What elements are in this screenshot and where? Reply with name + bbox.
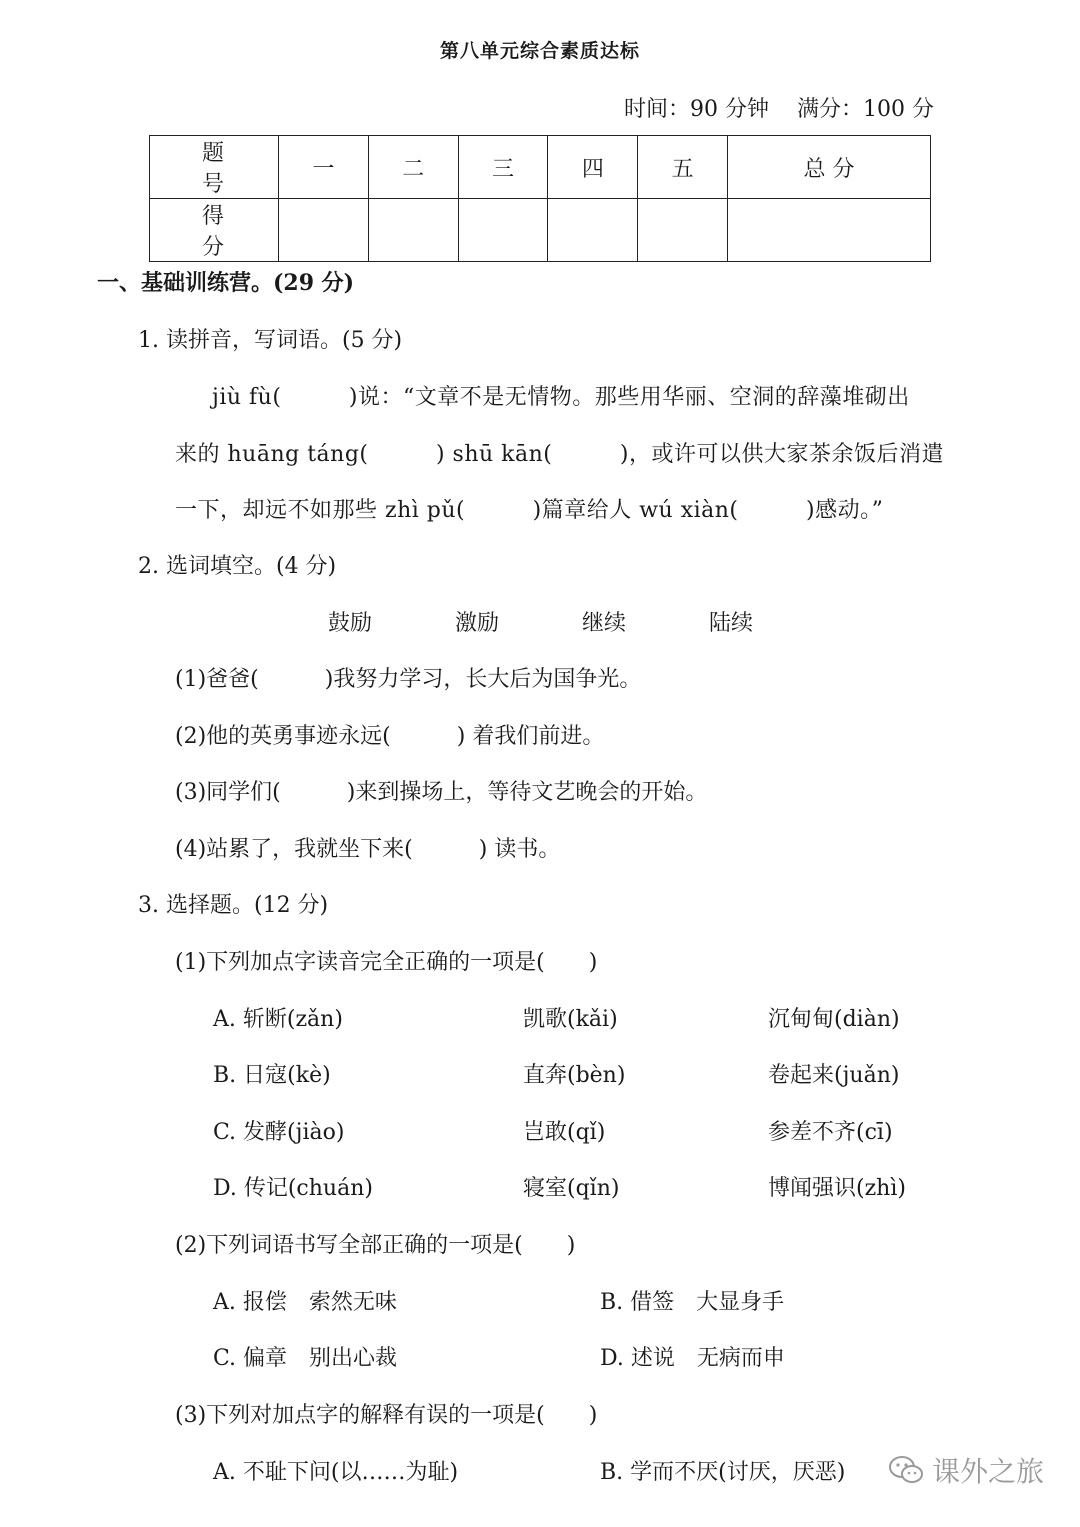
table-cell: 四 bbox=[548, 136, 638, 199]
option-cell: 凯歌(kǎi) bbox=[523, 1007, 618, 1032]
time-limit: 时间：90 分钟 bbox=[624, 97, 769, 122]
time-info bbox=[624, 92, 934, 123]
score-cell[interactable] bbox=[368, 199, 458, 262]
option-cell: 沉甸甸(diàn) bbox=[768, 1007, 900, 1032]
option-b-3: B. 学而不厌(讨厌，厌恶) bbox=[600, 1460, 846, 1485]
option-a-3: A. 不耻下问(以……为耻) bbox=[213, 1460, 459, 1485]
table-cell: 三 bbox=[458, 136, 548, 199]
watermark bbox=[888, 1450, 1044, 1490]
word-choice: 陆续 bbox=[709, 611, 754, 636]
table-cell: 二 bbox=[368, 136, 458, 199]
fill-item: (3)同学们( )来到操场上，等待文艺晚会的开始。 bbox=[175, 780, 708, 805]
fill-item: (4)站累了，我就坐下来( ) 读书。 bbox=[175, 837, 561, 862]
option-cell: 岂敢(qǐ) bbox=[523, 1120, 606, 1145]
score-cell[interactable] bbox=[638, 199, 728, 262]
paragraph-line: jiù fù( )说：“文章不是无情物。那些用华丽、空洞的辞藻堆砌出 bbox=[212, 385, 910, 410]
option-cell: 寝室(qǐn) bbox=[523, 1176, 620, 1201]
score-cell[interactable] bbox=[279, 199, 369, 262]
table-cell: 题 号 bbox=[150, 136, 279, 199]
table-cell: 得 分 bbox=[150, 199, 279, 262]
sub-question-stem: (2)下列词语书写全部正确的一项是( ) bbox=[175, 1233, 576, 1258]
table-cell: 五 bbox=[638, 136, 728, 199]
option-c-2: C. 偏章 别出心裁 bbox=[213, 1346, 398, 1371]
option-c-1: C. 发酵(jiào) bbox=[213, 1120, 345, 1145]
fill-item: (2)他的英勇事迹永远( ) 着我们前进。 bbox=[175, 724, 605, 749]
paragraph-line: 来的 huāng táng( ) shū kān( )，或许可以供大家茶余饭后消遣 bbox=[175, 442, 944, 467]
sub-question-stem: (1)下列加点字读音完全正确的一项是( ) bbox=[175, 950, 598, 975]
word-choices bbox=[328, 606, 836, 637]
option-d-1: D. 传记(chuán) bbox=[213, 1176, 373, 1201]
score-table bbox=[149, 135, 931, 262]
option-a-1: A. 斩断(zǎn) bbox=[213, 1007, 343, 1032]
word-choice: 继续 bbox=[582, 611, 627, 636]
option-cell: 博闻强识(zhì) bbox=[768, 1176, 906, 1201]
word-choice: 鼓励 bbox=[328, 611, 373, 636]
option-cell: 参差不齐(cī) bbox=[768, 1120, 893, 1145]
table-cell: 总 分 bbox=[728, 136, 931, 199]
table-cell: 一 bbox=[279, 136, 369, 199]
score-cell[interactable] bbox=[728, 199, 931, 262]
option-cell: 卷起来(juǎn) bbox=[768, 1063, 900, 1088]
option-b-1: B. 日寇(kè) bbox=[213, 1063, 331, 1088]
sub-question-stem: (3)下列对加点字的解释有误的一项是( ) bbox=[175, 1403, 598, 1428]
score-cell[interactable] bbox=[548, 199, 638, 262]
score-table-header-row bbox=[150, 136, 931, 199]
score-cell[interactable] bbox=[458, 199, 548, 262]
full-score: 满分：100 分 bbox=[797, 97, 934, 122]
question-label: 2. 选词填空。(4 分) bbox=[138, 554, 337, 579]
option-cell: 直奔(bèn) bbox=[523, 1063, 626, 1088]
paragraph-line: 一下，却远不如那些 zhì pǔ( )篇章给人 wú xiàn( )感动。” bbox=[175, 498, 884, 523]
option-b-2: B. 借签 大显身手 bbox=[600, 1290, 785, 1315]
watermark-text: 课外之旅 bbox=[931, 1455, 1044, 1488]
section-heading: 一、基础训练营。(29 分) bbox=[97, 270, 355, 296]
page-title: 第八单元综合素质达标 bbox=[439, 40, 640, 62]
word-choice: 激励 bbox=[455, 611, 500, 636]
wechat-icon bbox=[888, 1455, 924, 1485]
score-table-score-row bbox=[150, 199, 931, 262]
fill-item: (1)爸爸( )我努力学习，长大后为国争光。 bbox=[175, 667, 642, 692]
option-d-2: D. 述说 无病而申 bbox=[600, 1346, 785, 1371]
question-label: 3. 选择题。(12 分) bbox=[138, 893, 329, 918]
option-a-2: A. 报偿 索然无味 bbox=[213, 1290, 397, 1315]
question-label: 1. 读拼音，写词语。(5 分) bbox=[138, 328, 403, 353]
